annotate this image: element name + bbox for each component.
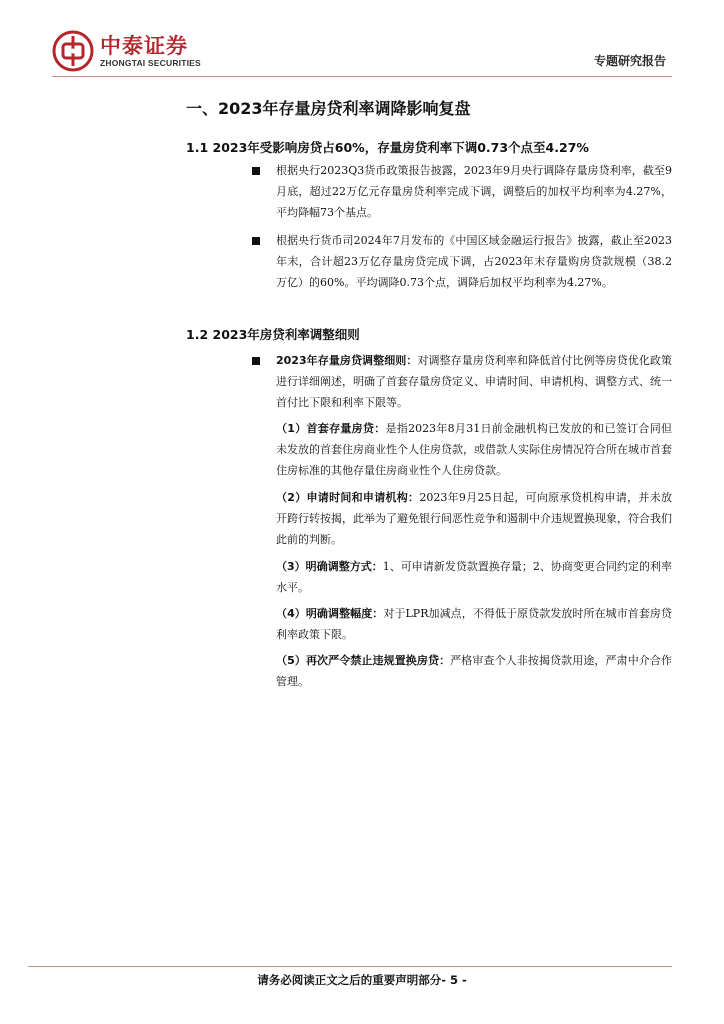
bullet-paragraph xyxy=(252,230,672,293)
detail-label: （5）再次严令禁止违规置换房贷： xyxy=(276,654,451,667)
detail-label: （2）申请时间和申请机构： xyxy=(276,491,420,504)
page-number: - 5 - xyxy=(441,973,467,987)
detail-text: 严格审查个人非按揭贷款用途，严肃中介合作管理。 xyxy=(276,654,673,688)
detail-item xyxy=(276,487,672,550)
zhongtai-logo-icon xyxy=(52,30,94,72)
page-footer xyxy=(0,972,724,988)
section-title: 一、2023年存量房贷利率调降影响复盘 xyxy=(186,99,471,118)
bullet-lead-text: 对调整存量房贷利率和降低首付比例等房贷优化政策进行详细阐述，明确了首套存量房贷定义、申请时间、申请机构、调整方式、统一首付比下限和利率下限等。 xyxy=(276,354,672,409)
detail-item xyxy=(276,650,672,692)
detail-item xyxy=(276,556,672,598)
detail-label: （3）明确调整方式： xyxy=(276,560,383,573)
brand-logo xyxy=(52,30,201,72)
detail-text: 是指2023年8月31日前金融机构已发放的和已签订合同但未发放的首套住房商业性个人住房贷款，或借款人实际住房情况符合所在城市首套住房标准的其他存量住房商业性个人住房贷款。 xyxy=(276,422,673,477)
detail-label: （4）明确调整幅度： xyxy=(276,607,384,620)
bullet-paragraph xyxy=(252,350,672,413)
bullet-square-icon xyxy=(252,167,260,175)
footer-divider xyxy=(28,966,672,967)
bullet-text xyxy=(276,350,672,413)
bullet-lead-label: 2023年存量房贷调整细则： xyxy=(276,354,418,367)
bullet-square-icon xyxy=(252,237,260,245)
subsection-title-1-2: 1.2 2023年房贷利率调整细则 xyxy=(186,327,360,342)
footer-notice: 请务必阅读正文之后的重要声明部分 xyxy=(257,973,442,987)
page-header xyxy=(0,0,724,80)
detail-text: 2023年9月25日起，可向原承贷机构申请，并未放开跨行转按揭，此举为了避免银行间恶性竞争和遏制中介违规置换现象，符合我们此前的判断。 xyxy=(276,491,672,546)
report-type-label: 专题研究报告 xyxy=(593,54,666,68)
bullet-text: 根据央行货币司2024年7月发布的《中国区域金融运行报告》披露，截止至2023年末，合计超23万亿存量房贷完成下调，占2023年末存量购房贷款规模（38.2万亿）的60%。平均调降0.73个点，调降后加权平均利率为4.27%。 xyxy=(276,234,672,289)
bullet-text: 根据央行2023Q3货币政策报告披露，2023年9月央行调降存量房贷利率，截至9月底，超过22万亿元存量房贷利率完成下调，调整后的加权平均利率为4.27%，平均降幅73个基点。 xyxy=(276,164,672,219)
detail-text: 1、可申请新发贷款置换存量；2、协商变更合同约定的利率水平。 xyxy=(276,560,673,594)
detail-item xyxy=(276,603,672,645)
brand-name-cn: 中泰证券 xyxy=(100,33,188,58)
detail-item xyxy=(276,418,672,481)
detail-text: 对于LPR加减点，不得低于原贷款发放时所在城市首套房贷利率政策下限。 xyxy=(276,607,672,641)
bullet-paragraph xyxy=(252,160,672,223)
subsection-title-1-1: 1.1 2023年受影响房贷占60%，存量房贷利率下调0.73个点至4.27% xyxy=(186,140,589,155)
detail-label: （1）首套存量房贷： xyxy=(276,422,386,435)
bullet-square-icon xyxy=(252,357,260,365)
brand-name-en: ZHONGTAI SECURITIES xyxy=(100,57,201,68)
header-divider xyxy=(52,76,672,77)
